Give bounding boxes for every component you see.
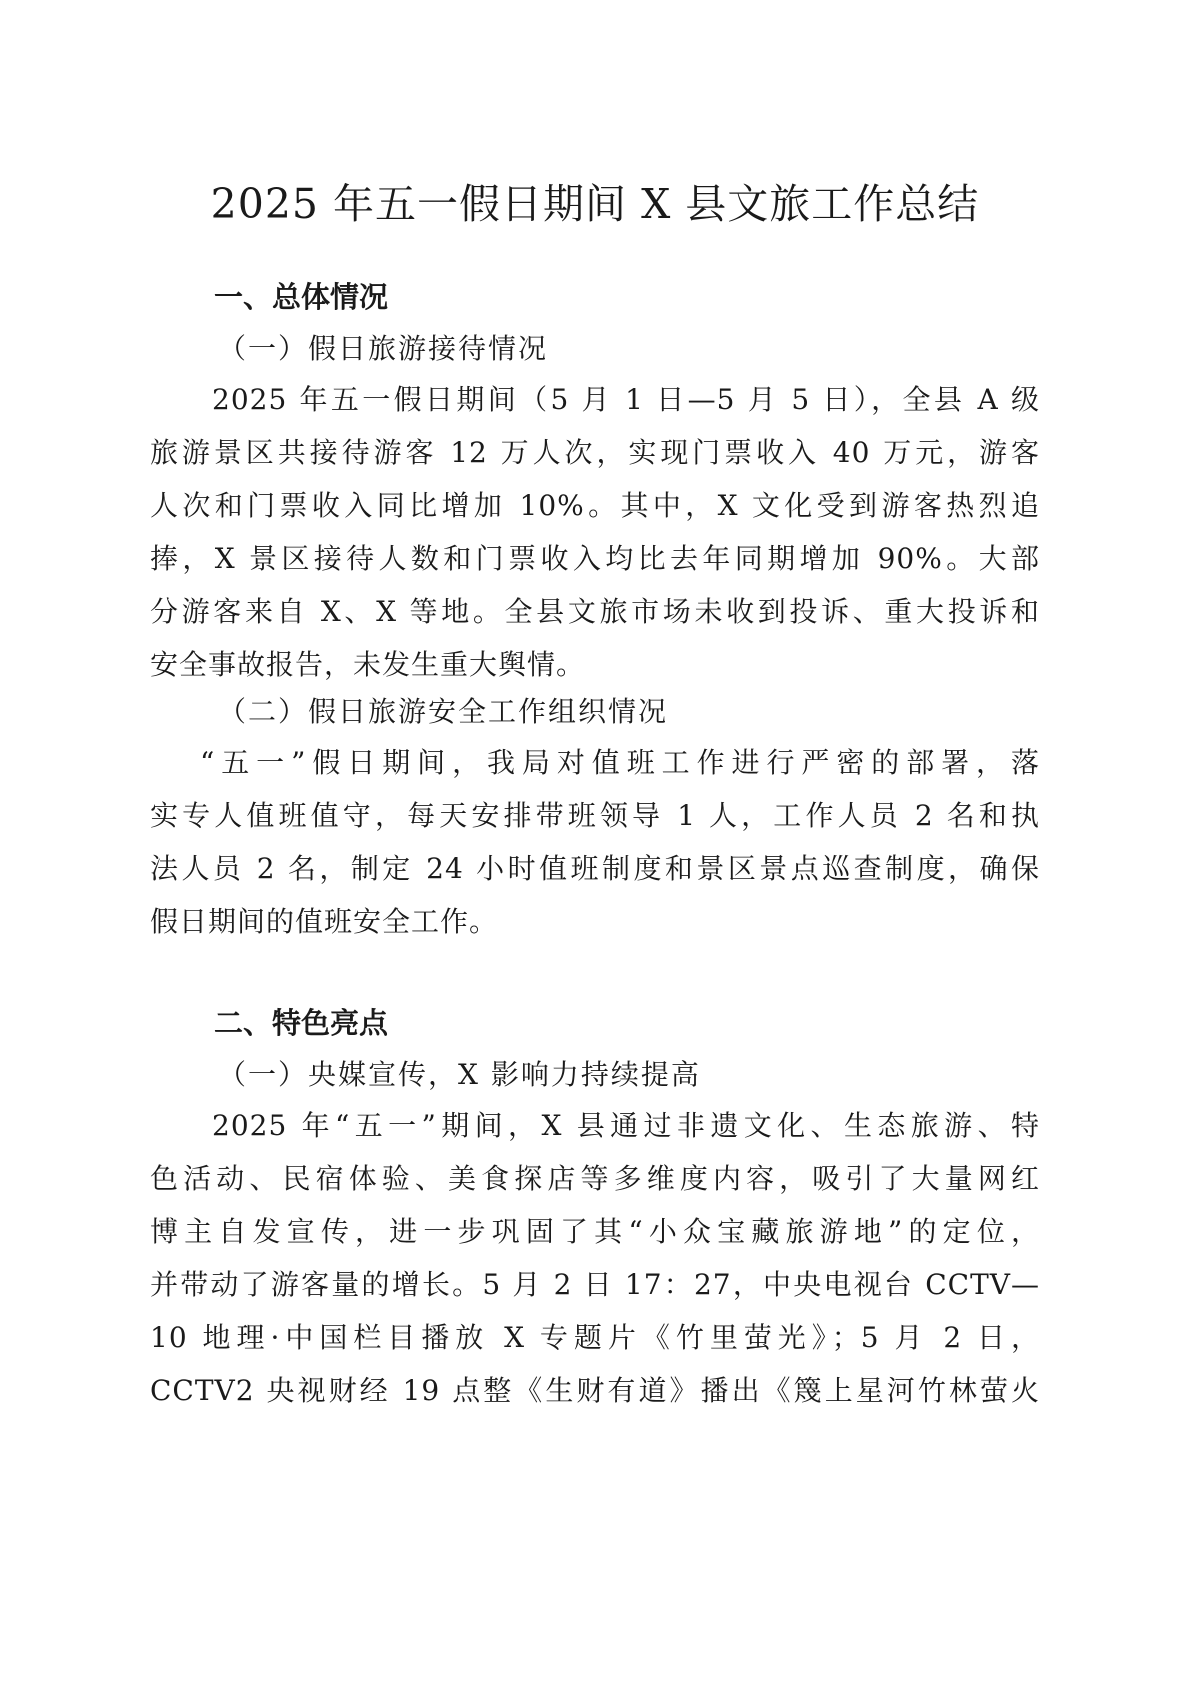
paragraph-reception	[150, 373, 1040, 691]
paragraph-line: “五一”假日期间，我局对值班工作进行严密的部署，落	[200, 746, 1040, 779]
paragraph-line: 安全事故报告，未发生重大舆情。	[150, 648, 586, 681]
paragraph-line: 10 地理·中国栏目播放 X 专题片《竹里萤光》；5 月 2 日，	[150, 1321, 1040, 1354]
paragraph-line: 旅游景区共接待游客 12 万人次，实现门票收入 40 万元，游客	[150, 436, 1040, 469]
subsection-heading-safety: （二）假日旅游安全工作组织情况	[218, 695, 669, 728]
paragraph-line: 捧，X 景区接待人数和门票收入均比去年同期增加 90%。大部	[150, 542, 1040, 575]
subsection-heading-reception: （一）假日旅游接待情况	[218, 332, 549, 365]
paragraph-line: 并带动了游客量的增长。5 月 2 日 17：27，中央电视台 CCTV—	[150, 1268, 1040, 1301]
paragraph-line: 博主自发宣传，进一步巩固了其“小众宝藏旅游地”的定位，	[150, 1215, 1040, 1248]
section-heading-highlights: 二、特色亮点	[214, 1006, 389, 1040]
paragraph-media	[150, 1099, 1040, 1417]
paragraph-line: CCTV2 央视财经 19 点整《生财有道》播出《篾上星河竹林萤火	[150, 1374, 1040, 1407]
document-title: 2025 年五一假日期间 X 县文旅工作总结	[210, 180, 980, 228]
paragraph-line: 色活动、民宿体验、美食探店等多维度内容，吸引了大量网红	[150, 1162, 1040, 1195]
paragraph-line: 分游客来自 X、X 等地。全县文旅市场未收到投诉、重大投诉和	[150, 595, 1040, 628]
paragraph-line: 2025 年五一假日期间（5 月 1 日—5 月 5 日），全县 A 级	[212, 383, 1040, 416]
paragraph-line: 假日期间的值班安全工作。	[150, 905, 499, 938]
subsection-heading-media: （一）央媒宣传，X 影响力持续提高	[218, 1058, 701, 1091]
paragraph-safety	[150, 736, 1040, 948]
paragraph-line: 2025 年“五一”期间，X 县通过非遗文化、生态旅游、特	[212, 1109, 1040, 1142]
paragraph-line: 人次和门票收入同比增加 10%。其中，X 文化受到游客热烈追	[150, 489, 1040, 522]
paragraph-line: 法人员 2 名，制定 24 小时值班制度和景区景点巡查制度，确保	[150, 852, 1040, 885]
paragraph-line: 实专人值班值守，每天安排带班领导 1 人，工作人员 2 名和执	[150, 799, 1040, 832]
section-heading-overview: 一、总体情况	[214, 280, 389, 314]
